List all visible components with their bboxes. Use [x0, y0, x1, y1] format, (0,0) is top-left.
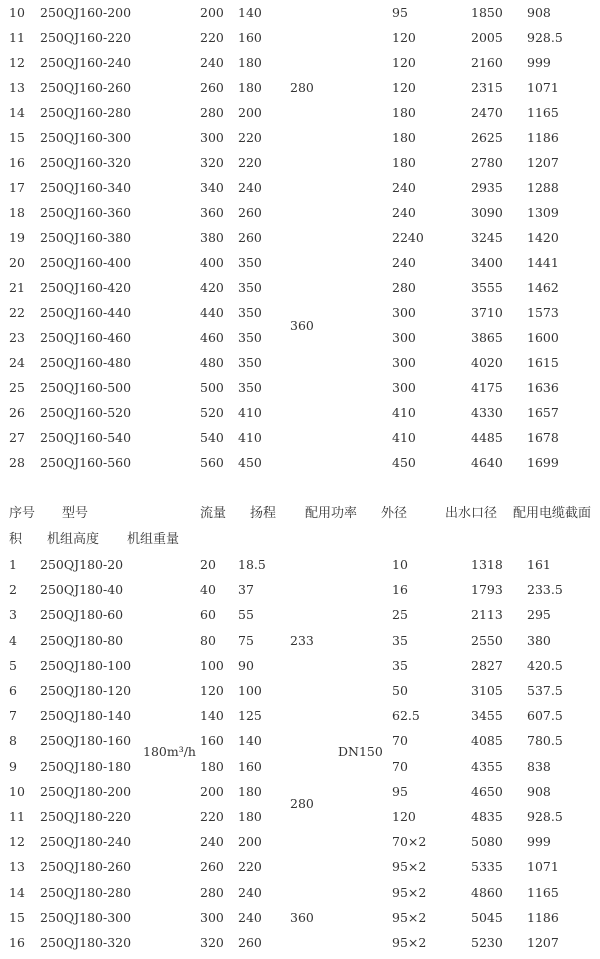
- height-cell: 5080: [471, 834, 503, 850]
- height-cell: 3710: [471, 305, 503, 320]
- model-cell: 250QJ160-560: [40, 455, 132, 470]
- flow-cell: 280: [200, 105, 224, 120]
- height-cell: 2625: [471, 130, 503, 145]
- row-number: 17: [9, 180, 25, 195]
- header-model: 型号: [62, 506, 89, 521]
- flow-cell: 320: [200, 155, 224, 170]
- head-cell: 18.5: [238, 557, 266, 572]
- head-cell: 260: [238, 230, 262, 245]
- row-number: 13: [9, 859, 25, 875]
- height-cell: 2935: [471, 180, 503, 195]
- model-cell: 250QJ160-320: [40, 155, 132, 170]
- header-od: 外径: [381, 506, 408, 521]
- height-cell: 2005: [471, 30, 503, 45]
- height-cell: 4355: [471, 758, 503, 774]
- flow-cell: 180: [200, 758, 224, 774]
- height-cell: 4835: [471, 809, 503, 824]
- height-cell: 3400: [471, 255, 503, 270]
- weight-cell: 999: [527, 55, 551, 70]
- weight-cell: 233.5: [527, 582, 563, 598]
- height-cell: 2160: [471, 55, 503, 70]
- row-number: 28: [9, 455, 25, 470]
- weight-cell: 1441: [527, 255, 559, 270]
- head-cell: 240: [238, 909, 262, 925]
- flow-cell: 440: [200, 305, 224, 320]
- head-cell: 260: [238, 935, 262, 950]
- header-cable: 配用电缆截面: [513, 506, 592, 521]
- power-cell: 180: [392, 130, 416, 145]
- power-cell: 410: [392, 430, 416, 445]
- row-number: 20: [9, 255, 25, 270]
- flow-cell: 260: [200, 859, 224, 875]
- head-cell: 220: [238, 859, 262, 875]
- model-cell: 250QJ160-240: [40, 55, 132, 70]
- header-flow: 流量: [200, 506, 227, 521]
- weight-cell: 295: [527, 607, 551, 623]
- weight-cell: 1165: [527, 105, 559, 120]
- row-number: 10: [9, 5, 25, 20]
- flow-cell: 500: [200, 380, 224, 395]
- row-number: 15: [9, 909, 25, 925]
- model-cell: 250QJ160-420: [40, 280, 132, 295]
- head-cell: 240: [238, 884, 262, 900]
- weight-cell: 1420: [527, 230, 559, 245]
- power-cell: 16: [392, 582, 408, 598]
- power-cell: 300: [392, 355, 416, 370]
- row-number: 27: [9, 430, 25, 445]
- weight-cell: 1636: [527, 380, 559, 395]
- height-cell: 2315: [471, 80, 503, 95]
- flow-cell: 60: [200, 607, 216, 623]
- height-cell: 3865: [471, 330, 503, 345]
- weight-cell: 1573: [527, 305, 559, 320]
- flow-cell: 560: [200, 455, 224, 470]
- power-cell: 35: [392, 657, 408, 673]
- flow-cell: 220: [200, 809, 224, 824]
- model-cell: 250QJ180-100: [40, 657, 132, 673]
- height-cell: 3455: [471, 708, 503, 724]
- weight-cell: 1657: [527, 405, 559, 420]
- flow-cell: 160: [200, 733, 224, 749]
- power-cell: 95: [392, 783, 408, 799]
- height-cell: 4330: [471, 405, 503, 420]
- row-number: 12: [9, 55, 25, 70]
- power-cell: 180: [392, 105, 416, 120]
- model-cell: 250QJ160-520: [40, 405, 132, 420]
- flow-cell: 280: [200, 884, 224, 900]
- height-cell: 2827: [471, 657, 503, 673]
- head-cell: 160: [238, 758, 262, 774]
- merged-power-280: 280: [290, 796, 314, 812]
- head-cell: 180: [238, 80, 262, 95]
- power-cell: 50: [392, 683, 408, 698]
- power-cell: 410: [392, 405, 416, 420]
- flow-cell: 140: [200, 708, 224, 724]
- header-head: 扬程: [250, 506, 277, 521]
- power-cell: 120: [392, 55, 416, 70]
- head-cell: 240: [238, 180, 262, 195]
- weight-cell: 537.5: [527, 683, 563, 698]
- weight-cell: 1615: [527, 355, 559, 370]
- model-cell: 250QJ160-540: [40, 430, 132, 445]
- row-number: 1: [9, 557, 17, 572]
- head-cell: 220: [238, 155, 262, 170]
- row-number: 16: [9, 935, 25, 950]
- merged-flow-unit: 180m³/h: [143, 744, 196, 759]
- row-number: 14: [9, 105, 25, 120]
- model-cell: 250QJ180-300: [40, 909, 132, 925]
- model-cell: 250QJ160-360: [40, 205, 132, 220]
- power-cell: 120: [392, 80, 416, 95]
- head-cell: 125: [238, 708, 262, 724]
- power-cell: 300: [392, 330, 416, 345]
- merged-power-360: 360: [290, 317, 314, 333]
- row-number: 16: [9, 155, 25, 170]
- model-cell: 250QJ180-260: [40, 859, 132, 875]
- flow-cell: 460: [200, 330, 224, 345]
- header-weight: 机组重量: [127, 532, 180, 547]
- height-cell: 4085: [471, 733, 503, 749]
- head-cell: 350: [238, 380, 262, 395]
- flow-cell: 260: [200, 80, 224, 95]
- flow-cell: 40: [200, 582, 216, 598]
- head-cell: 350: [238, 280, 262, 295]
- flow-cell: 540: [200, 430, 224, 445]
- height-cell: 3090: [471, 205, 503, 220]
- weight-cell: 1699: [527, 455, 559, 470]
- head-cell: 200: [238, 105, 262, 120]
- power-cell: 2240: [392, 230, 424, 245]
- model-cell: 250QJ160-480: [40, 355, 132, 370]
- flow-cell: 20: [200, 557, 216, 572]
- row-number: 11: [9, 30, 25, 45]
- model-cell: 250QJ160-260: [40, 80, 132, 95]
- row-number: 11: [9, 809, 25, 824]
- flow-cell: 320: [200, 935, 224, 950]
- row-number: 14: [9, 884, 25, 900]
- flow-cell: 220: [200, 30, 224, 45]
- head-cell: 410: [238, 430, 262, 445]
- weight-cell: 1207: [527, 155, 559, 170]
- weight-cell: 1186: [527, 130, 559, 145]
- model-cell: 250QJ160-500: [40, 380, 132, 395]
- head-cell: 37: [238, 582, 254, 598]
- weight-cell: 1309: [527, 205, 559, 220]
- power-cell: 240: [392, 180, 416, 195]
- weight-cell: 1288: [527, 180, 559, 195]
- head-cell: 140: [238, 5, 262, 20]
- model-cell: 250QJ160-300: [40, 130, 132, 145]
- model-cell: 250QJ160-460: [40, 330, 132, 345]
- row-number: 26: [9, 405, 25, 420]
- flow-cell: 420: [200, 280, 224, 295]
- head-cell: 450: [238, 455, 262, 470]
- head-cell: 410: [238, 405, 262, 420]
- head-cell: 140: [238, 733, 262, 749]
- height-cell: 3555: [471, 280, 503, 295]
- merged-power-233: 233: [290, 632, 314, 648]
- weight-cell: 908: [527, 783, 551, 799]
- flow-cell: 400: [200, 255, 224, 270]
- weight-cell: 1071: [527, 80, 559, 95]
- flow-cell: 240: [200, 55, 224, 70]
- head-cell: 350: [238, 330, 262, 345]
- power-cell: 450: [392, 455, 416, 470]
- model-cell: 250QJ180-80: [40, 632, 124, 648]
- height-cell: 4650: [471, 783, 503, 799]
- row-number: 7: [9, 708, 17, 724]
- model-cell: 250QJ160-400: [40, 255, 132, 270]
- model-cell: 250QJ180-200: [40, 783, 132, 799]
- height-cell: 2550: [471, 632, 503, 648]
- height-cell: 5335: [471, 859, 503, 875]
- height-cell: 2780: [471, 155, 503, 170]
- flow-cell: 340: [200, 180, 224, 195]
- weight-cell: 838: [527, 758, 551, 774]
- row-number: 5: [9, 657, 17, 673]
- power-cell: 180: [392, 155, 416, 170]
- flow-cell: 300: [200, 130, 224, 145]
- weight-cell: 161: [527, 557, 551, 572]
- weight-cell: 1165: [527, 884, 559, 900]
- flow-cell: 100: [200, 657, 224, 673]
- head-cell: 180: [238, 55, 262, 70]
- power-cell: 95×2: [392, 884, 427, 900]
- height-cell: 4485: [471, 430, 503, 445]
- power-cell: 62.5: [392, 708, 420, 724]
- row-number: 23: [9, 330, 25, 345]
- head-cell: 200: [238, 834, 262, 850]
- header-outlet: 出水口径: [445, 506, 498, 521]
- flow-cell: 240: [200, 834, 224, 850]
- power-cell: 35: [392, 632, 408, 648]
- head-cell: 180: [238, 809, 262, 824]
- power-cell: 300: [392, 380, 416, 395]
- head-cell: 100: [238, 683, 262, 698]
- weight-cell: 999: [527, 834, 551, 850]
- model-cell: 250QJ180-20: [40, 557, 124, 572]
- header-power: 配用功率: [305, 506, 358, 521]
- power-cell: 280: [392, 280, 416, 295]
- height-cell: 5045: [471, 909, 503, 925]
- row-number: 13: [9, 80, 25, 95]
- weight-cell: 380: [527, 632, 551, 648]
- weight-cell: 1462: [527, 280, 559, 295]
- model-cell: 250QJ180-40: [40, 582, 124, 598]
- head-cell: 90: [238, 657, 254, 673]
- model-cell: 250QJ180-220: [40, 809, 132, 824]
- flow-cell: 80: [200, 632, 216, 648]
- power-cell: 95×2: [392, 935, 427, 950]
- row-number: 12: [9, 834, 25, 850]
- flow-cell: 300: [200, 909, 224, 925]
- height-cell: 4860: [471, 884, 503, 900]
- row-number: 4: [9, 632, 17, 648]
- weight-cell: 1207: [527, 935, 559, 950]
- model-cell: 250QJ160-440: [40, 305, 132, 320]
- model-cell: 250QJ180-180: [40, 758, 132, 774]
- model-cell: 250QJ160-340: [40, 180, 132, 195]
- height-cell: 4020: [471, 355, 503, 370]
- power-cell: 240: [392, 205, 416, 220]
- flow-cell: 480: [200, 355, 224, 370]
- weight-cell: 1071: [527, 859, 559, 875]
- header-no: 序号: [9, 506, 36, 521]
- weight-cell: 780.5: [527, 733, 563, 749]
- weight-cell: 1186: [527, 909, 559, 925]
- power-cell: 120: [392, 809, 416, 824]
- model-cell: 250QJ180-140: [40, 708, 132, 724]
- power-cell: 95×2: [392, 859, 427, 875]
- head-cell: 160: [238, 30, 262, 45]
- flow-cell: 200: [200, 783, 224, 799]
- height-cell: 2470: [471, 105, 503, 120]
- flow-cell: 120: [200, 683, 224, 698]
- model-cell: 250QJ180-280: [40, 884, 132, 900]
- weight-cell: 607.5: [527, 708, 563, 724]
- head-cell: 220: [238, 130, 262, 145]
- row-number: 2: [9, 582, 17, 598]
- weight-cell: 928.5: [527, 30, 563, 45]
- header-cable-cont: 积: [9, 532, 23, 547]
- power-cell: 95: [392, 5, 408, 20]
- header-height: 机组高度: [47, 532, 100, 547]
- height-cell: 3105: [471, 683, 503, 698]
- row-number: 3: [9, 607, 17, 623]
- weight-cell: 1678: [527, 430, 559, 445]
- merged-power-280: 280: [290, 80, 314, 95]
- power-cell: 70: [392, 733, 408, 749]
- power-cell: 70: [392, 758, 408, 774]
- model-cell: 250QJ160-380: [40, 230, 132, 245]
- weight-cell: 1600: [527, 330, 559, 345]
- row-number: 15: [9, 130, 25, 145]
- height-cell: 1850: [471, 5, 503, 20]
- row-number: 18: [9, 205, 25, 220]
- row-number: 22: [9, 305, 25, 320]
- power-cell: 95×2: [392, 909, 427, 925]
- power-cell: 25: [392, 607, 408, 623]
- height-cell: 1318: [471, 557, 503, 572]
- row-number: 21: [9, 280, 25, 295]
- row-number: 10: [9, 783, 25, 799]
- height-cell: 1793: [471, 582, 503, 598]
- flow-cell: 200: [200, 5, 224, 20]
- row-number: 8: [9, 733, 17, 749]
- height-cell: 4175: [471, 380, 503, 395]
- head-cell: 350: [238, 355, 262, 370]
- flow-cell: 520: [200, 405, 224, 420]
- weight-cell: 908: [527, 5, 551, 20]
- model-cell: 250QJ180-60: [40, 607, 124, 623]
- head-cell: 55: [238, 607, 254, 623]
- height-cell: 4640: [471, 455, 503, 470]
- head-cell: 350: [238, 255, 262, 270]
- head-cell: 180: [238, 783, 262, 799]
- flow-cell: 360: [200, 205, 224, 220]
- power-cell: 70×2: [392, 834, 427, 850]
- weight-cell: 928.5: [527, 809, 563, 824]
- model-cell: 250QJ160-220: [40, 30, 132, 45]
- row-number: 19: [9, 230, 25, 245]
- flow-cell: 380: [200, 230, 224, 245]
- head-cell: 260: [238, 205, 262, 220]
- head-cell: 350: [238, 305, 262, 320]
- height-cell: 3245: [471, 230, 503, 245]
- model-cell: 250QJ160-200: [40, 5, 132, 20]
- power-cell: 240: [392, 255, 416, 270]
- weight-cell: 420.5: [527, 657, 563, 673]
- merged-power-360: 360: [290, 909, 314, 925]
- row-number: 25: [9, 380, 25, 395]
- merged-outlet: DN150: [338, 744, 383, 759]
- model-cell: 250QJ160-280: [40, 105, 132, 120]
- power-cell: 120: [392, 30, 416, 45]
- row-number: 9: [9, 758, 17, 774]
- power-cell: 300: [392, 305, 416, 320]
- head-cell: 75: [238, 632, 254, 648]
- power-cell: 10: [392, 557, 408, 572]
- row-number: 24: [9, 355, 25, 370]
- model-cell: 250QJ180-320: [40, 935, 132, 950]
- height-cell: 2113: [471, 607, 503, 623]
- row-number: 6: [9, 683, 17, 698]
- model-cell: 250QJ180-240: [40, 834, 132, 850]
- model-cell: 250QJ180-120: [40, 683, 132, 698]
- model-cell: 250QJ180-160: [40, 733, 132, 749]
- height-cell: 5230: [471, 935, 503, 950]
